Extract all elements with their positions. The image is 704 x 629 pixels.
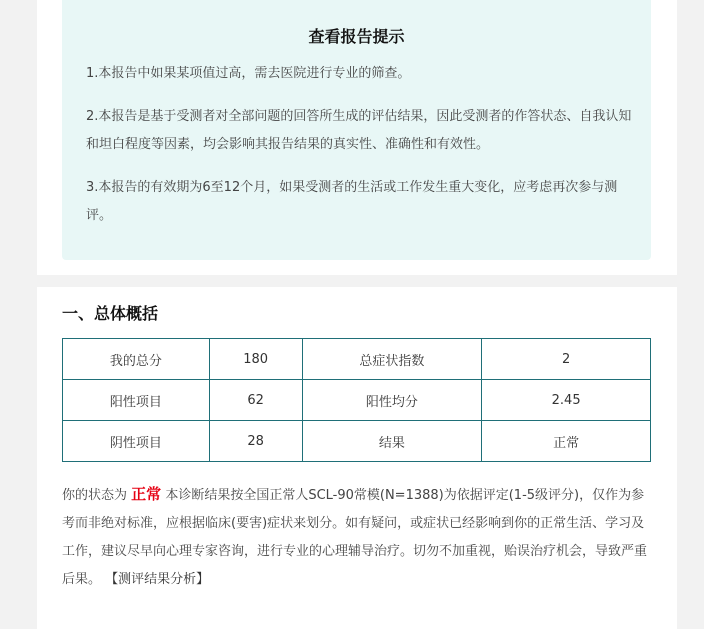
overview-section-title: 一、总体概括 [62,304,159,323]
total-score-value: 180 [209,339,302,380]
negative-items-value: 28 [209,421,302,462]
table-row [63,421,651,462]
notice-title: 查看报告提示 [308,27,405,46]
report-notice-box [62,0,651,260]
result-analysis-link[interactable]: 【测评结果分析】 [105,572,210,587]
diagnosis-prefix: 你的状态为 [62,488,128,503]
symptom-index-label: 总症状指数 [302,339,482,380]
result-label: 结果 [302,421,482,462]
result-value: 正常 [482,421,651,462]
notice-item-3: 3.本报告的有效期为6至12个月，如果受测者的生活或工作发生重大变化，应考虑再次参与测评。 [86,180,618,223]
symptom-index-value: 2 [482,339,651,380]
positive-items-value: 62 [209,380,302,421]
positive-average-value: 2.45 [482,380,651,421]
overview-card [37,287,677,629]
notice-item-2: 2.本报告是基于受测者对全部问题的回答所生成的评估结果，因此受测者的作答状态、自我认知和坦白程度等因素，均会影响其报告结果的真实性、准确性和有效性。 [86,109,632,152]
positive-items-label: 阳性项目 [63,380,210,421]
diagnosis-paragraph [62,480,651,594]
table-row [63,380,651,421]
notice-card [37,0,677,275]
notice-item-1: 1.本报告中如果某项值过高，需去医院进行专业的筛查。 [86,66,411,81]
diagnosis-text: 本诊断结果按全国正常人SCL-90常模(N=1388)为依据评定(1-5级评分)，仅作为参考而非绝对标准，应根据临床(要害)症状来划分。如有疑问，或症状已经影响到你的正常生活、学习及工作，建议尽早向心理专家咨询，进行专业的心理辅导治疗。切勿不加重视，贻误治疗机会，导致严重后果。 [62,488,648,587]
negative-items-label: 阴性项目 [63,421,210,462]
positive-average-label: 阳性均分 [302,380,482,421]
status-badge: 正常 [131,485,162,503]
overview-summary-table [62,338,651,462]
total-score-label: 我的总分 [63,339,210,380]
table-row [63,339,651,380]
